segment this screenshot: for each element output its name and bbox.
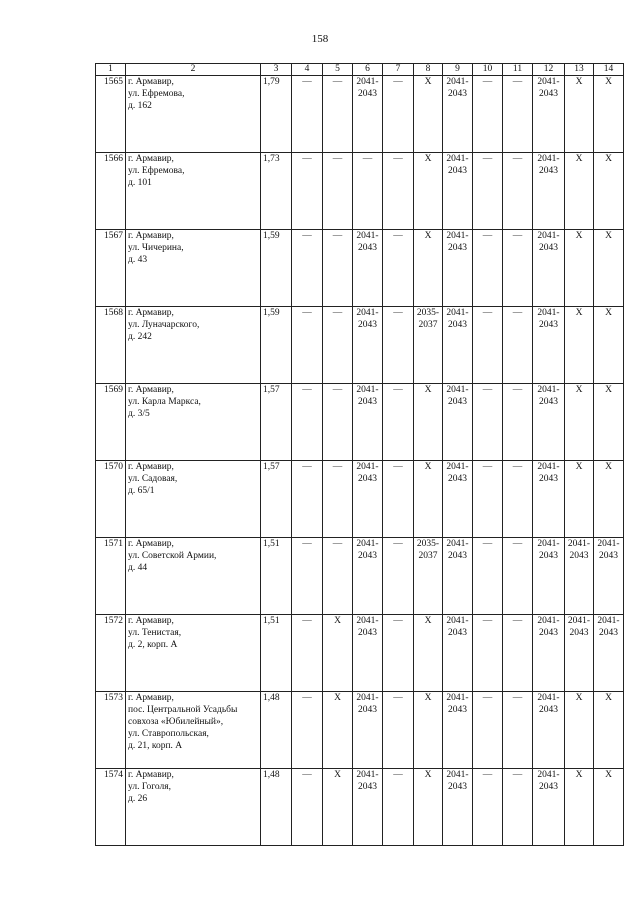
dash-cell: — bbox=[323, 153, 353, 230]
period-cell: Х bbox=[414, 769, 443, 846]
dash-cell: — bbox=[473, 153, 503, 230]
value-cell: 1,79 bbox=[261, 76, 292, 153]
period-cell: 2041- 2043 bbox=[443, 692, 473, 769]
dash-cell: — bbox=[383, 461, 414, 538]
header-row bbox=[96, 64, 624, 76]
registry-table bbox=[95, 63, 624, 846]
dash-cell: — bbox=[473, 692, 503, 769]
value-cell: 1,51 bbox=[261, 538, 292, 615]
dash-cell: — bbox=[503, 615, 533, 692]
column-header-4: 4 bbox=[292, 64, 323, 76]
value-cell: 1,59 bbox=[261, 230, 292, 307]
column-header-9: 9 bbox=[443, 64, 473, 76]
column-header-2: 2 bbox=[126, 64, 261, 76]
period-cell: 2041- 2043 bbox=[353, 461, 383, 538]
column-header-8: 8 bbox=[414, 64, 443, 76]
table-row bbox=[96, 615, 624, 692]
period-cell: 2041- 2043 bbox=[533, 538, 565, 615]
dash-cell: — bbox=[383, 692, 414, 769]
column-header-11: 11 bbox=[503, 64, 533, 76]
row-number: 1568 bbox=[96, 307, 126, 384]
column-header-5: 5 bbox=[323, 64, 353, 76]
address-cell: г. Армавир, ул. Гоголя, д. 26 bbox=[126, 769, 261, 846]
period-cell: Х bbox=[565, 692, 594, 769]
dash-cell: — bbox=[503, 769, 533, 846]
period-cell: 2041- 2043 bbox=[353, 615, 383, 692]
row-number: 1565 bbox=[96, 76, 126, 153]
dash-cell: — bbox=[323, 76, 353, 153]
dash-cell: — bbox=[323, 461, 353, 538]
period-cell: Х bbox=[565, 230, 594, 307]
dash-cell: — bbox=[292, 384, 323, 461]
period-cell: Х bbox=[594, 230, 624, 307]
dash-cell: — bbox=[503, 692, 533, 769]
address-cell: г. Армавир, пос. Центральной Усадьбы совхоза «Юбилейный», ул. Ставропольская, д. 21, корп. А bbox=[126, 692, 261, 769]
period-cell: Х bbox=[594, 461, 624, 538]
period-cell: 2041- 2043 bbox=[533, 461, 565, 538]
period-cell: 2041- 2043 bbox=[533, 307, 565, 384]
table-row bbox=[96, 384, 624, 461]
period-cell: 2035- 2037 bbox=[414, 307, 443, 384]
period-cell: 2041- 2043 bbox=[353, 538, 383, 615]
dash-cell: — bbox=[292, 230, 323, 307]
dash-cell: — bbox=[323, 307, 353, 384]
period-cell: Х bbox=[323, 615, 353, 692]
dash-cell: — bbox=[383, 538, 414, 615]
period-cell: 2041- 2043 bbox=[443, 538, 473, 615]
table-row bbox=[96, 153, 624, 230]
row-number: 1571 bbox=[96, 538, 126, 615]
address-cell: г. Армавир, ул. Луначарского, д. 242 bbox=[126, 307, 261, 384]
period-cell: Х bbox=[414, 461, 443, 538]
dash-cell: — bbox=[383, 384, 414, 461]
period-cell: 2041- 2043 bbox=[353, 76, 383, 153]
dash-cell: — bbox=[323, 538, 353, 615]
column-header-6: 6 bbox=[353, 64, 383, 76]
table-row bbox=[96, 692, 624, 769]
period-cell: 2041- 2043 bbox=[443, 615, 473, 692]
dash-cell: — bbox=[323, 230, 353, 307]
dash-cell: — bbox=[473, 615, 503, 692]
period-cell: Х bbox=[414, 384, 443, 461]
table-row bbox=[96, 76, 624, 153]
dash-cell: — bbox=[473, 461, 503, 538]
period-cell: 2041- 2043 bbox=[594, 615, 624, 692]
period-cell: Х bbox=[414, 153, 443, 230]
period-cell: 2041- 2043 bbox=[443, 384, 473, 461]
dash-cell: — bbox=[383, 76, 414, 153]
row-number: 1574 bbox=[96, 769, 126, 846]
period-cell: 2041- 2043 bbox=[443, 307, 473, 384]
dash-cell: — bbox=[503, 538, 533, 615]
column-header-1: 1 bbox=[96, 64, 126, 76]
dash-cell: — bbox=[503, 76, 533, 153]
dash-cell: — bbox=[292, 307, 323, 384]
period-cell: 2041- 2043 bbox=[533, 230, 565, 307]
period-cell: Х bbox=[565, 307, 594, 384]
column-header-12: 12 bbox=[533, 64, 565, 76]
value-cell: 1,73 bbox=[261, 153, 292, 230]
dash-cell: — bbox=[323, 384, 353, 461]
period-cell: Х bbox=[594, 307, 624, 384]
dash-cell: — bbox=[292, 769, 323, 846]
dash-cell: — bbox=[292, 76, 323, 153]
address-cell: г. Армавир, ул. Садовая, д. 65/1 bbox=[126, 461, 261, 538]
dash-cell: — bbox=[292, 692, 323, 769]
period-cell: 2041- 2043 bbox=[533, 153, 565, 230]
dash-cell: — bbox=[473, 538, 503, 615]
period-cell: 2041- 2043 bbox=[443, 153, 473, 230]
dash-cell: — bbox=[503, 307, 533, 384]
address-cell: г. Армавир, ул. Советской Армии, д. 44 bbox=[126, 538, 261, 615]
period-cell: Х bbox=[565, 153, 594, 230]
period-cell: 2041- 2043 bbox=[594, 538, 624, 615]
dash-cell: — bbox=[383, 769, 414, 846]
column-header-14: 14 bbox=[594, 64, 624, 76]
period-cell: 2041- 2043 bbox=[533, 769, 565, 846]
period-cell: Х bbox=[565, 461, 594, 538]
period-cell: Х bbox=[594, 76, 624, 153]
column-header-13: 13 bbox=[565, 64, 594, 76]
period-cell: 2041- 2043 bbox=[533, 384, 565, 461]
table-row bbox=[96, 230, 624, 307]
row-number: 1572 bbox=[96, 615, 126, 692]
period-cell: Х bbox=[594, 692, 624, 769]
period-cell: 2041- 2043 bbox=[353, 692, 383, 769]
dash-cell: — bbox=[473, 230, 503, 307]
dash-cell: — bbox=[383, 153, 414, 230]
dash-cell: — bbox=[473, 384, 503, 461]
period-cell: 2041- 2043 bbox=[443, 230, 473, 307]
value-cell: 1,59 bbox=[261, 307, 292, 384]
period-cell: Х bbox=[594, 153, 624, 230]
column-header-7: 7 bbox=[383, 64, 414, 76]
period-cell: 2041- 2043 bbox=[443, 461, 473, 538]
dash-cell: — bbox=[292, 538, 323, 615]
period-cell: Х bbox=[565, 769, 594, 846]
dash-cell: — bbox=[292, 461, 323, 538]
dash-cell: — bbox=[473, 769, 503, 846]
period-cell: Х bbox=[323, 769, 353, 846]
address-cell: г. Армавир, ул. Ефремова, д. 101 bbox=[126, 153, 261, 230]
column-header-3: 3 bbox=[261, 64, 292, 76]
period-cell: Х bbox=[565, 76, 594, 153]
dash-cell: — bbox=[503, 153, 533, 230]
period-cell: 2041- 2043 bbox=[443, 76, 473, 153]
value-cell: 1,57 bbox=[261, 461, 292, 538]
address-cell: г. Армавир, ул. Ефремова, д. 162 bbox=[126, 76, 261, 153]
period-cell: 2041- 2043 bbox=[353, 384, 383, 461]
period-cell: 2041- 2043 bbox=[533, 76, 565, 153]
table-row bbox=[96, 538, 624, 615]
period-cell: Х bbox=[565, 384, 594, 461]
period-cell: 2041- 2043 bbox=[353, 769, 383, 846]
page-number: 158 bbox=[311, 33, 329, 45]
dash-cell: — bbox=[473, 76, 503, 153]
period-cell: 2041- 2043 bbox=[565, 615, 594, 692]
period-cell: 2041- 2043 bbox=[353, 230, 383, 307]
dash-cell: — bbox=[292, 615, 323, 692]
period-cell: 2041- 2043 bbox=[565, 538, 594, 615]
address-cell: г. Армавир, ул. Карла Маркса, д. 3/5 bbox=[126, 384, 261, 461]
dash-cell: — bbox=[503, 384, 533, 461]
row-number: 1569 bbox=[96, 384, 126, 461]
period-cell: Х bbox=[594, 769, 624, 846]
period-cell: 2041- 2043 bbox=[443, 769, 473, 846]
table-row bbox=[96, 769, 624, 846]
address-cell: г. Армавир, ул. Тенистая, д. 2, корп. А bbox=[126, 615, 261, 692]
period-cell: Х bbox=[414, 692, 443, 769]
period-cell: 2041- 2043 bbox=[353, 307, 383, 384]
table-row bbox=[96, 461, 624, 538]
dash-cell: — bbox=[473, 307, 503, 384]
row-number: 1567 bbox=[96, 230, 126, 307]
period-cell: Х bbox=[414, 615, 443, 692]
value-cell: 1,48 bbox=[261, 692, 292, 769]
dash-cell: — bbox=[292, 153, 323, 230]
value-cell: 1,57 bbox=[261, 384, 292, 461]
row-number: 1566 bbox=[96, 153, 126, 230]
value-cell: 1,48 bbox=[261, 769, 292, 846]
dash-cell: — bbox=[353, 153, 383, 230]
period-cell: Х bbox=[414, 76, 443, 153]
row-number: 1573 bbox=[96, 692, 126, 769]
period-cell: 2035- 2037 bbox=[414, 538, 443, 615]
period-cell: Х bbox=[323, 692, 353, 769]
period-cell: 2041- 2043 bbox=[533, 692, 565, 769]
dash-cell: — bbox=[383, 230, 414, 307]
address-cell: г. Армавир, ул. Чичерина, д. 43 bbox=[126, 230, 261, 307]
period-cell: 2041- 2043 bbox=[533, 615, 565, 692]
period-cell: Х bbox=[414, 230, 443, 307]
period-cell: Х bbox=[594, 384, 624, 461]
dash-cell: — bbox=[383, 615, 414, 692]
column-header-10: 10 bbox=[473, 64, 503, 76]
dash-cell: — bbox=[503, 461, 533, 538]
row-number: 1570 bbox=[96, 461, 126, 538]
dash-cell: — bbox=[383, 307, 414, 384]
dash-cell: — bbox=[503, 230, 533, 307]
value-cell: 1,51 bbox=[261, 615, 292, 692]
table-row bbox=[96, 307, 624, 384]
